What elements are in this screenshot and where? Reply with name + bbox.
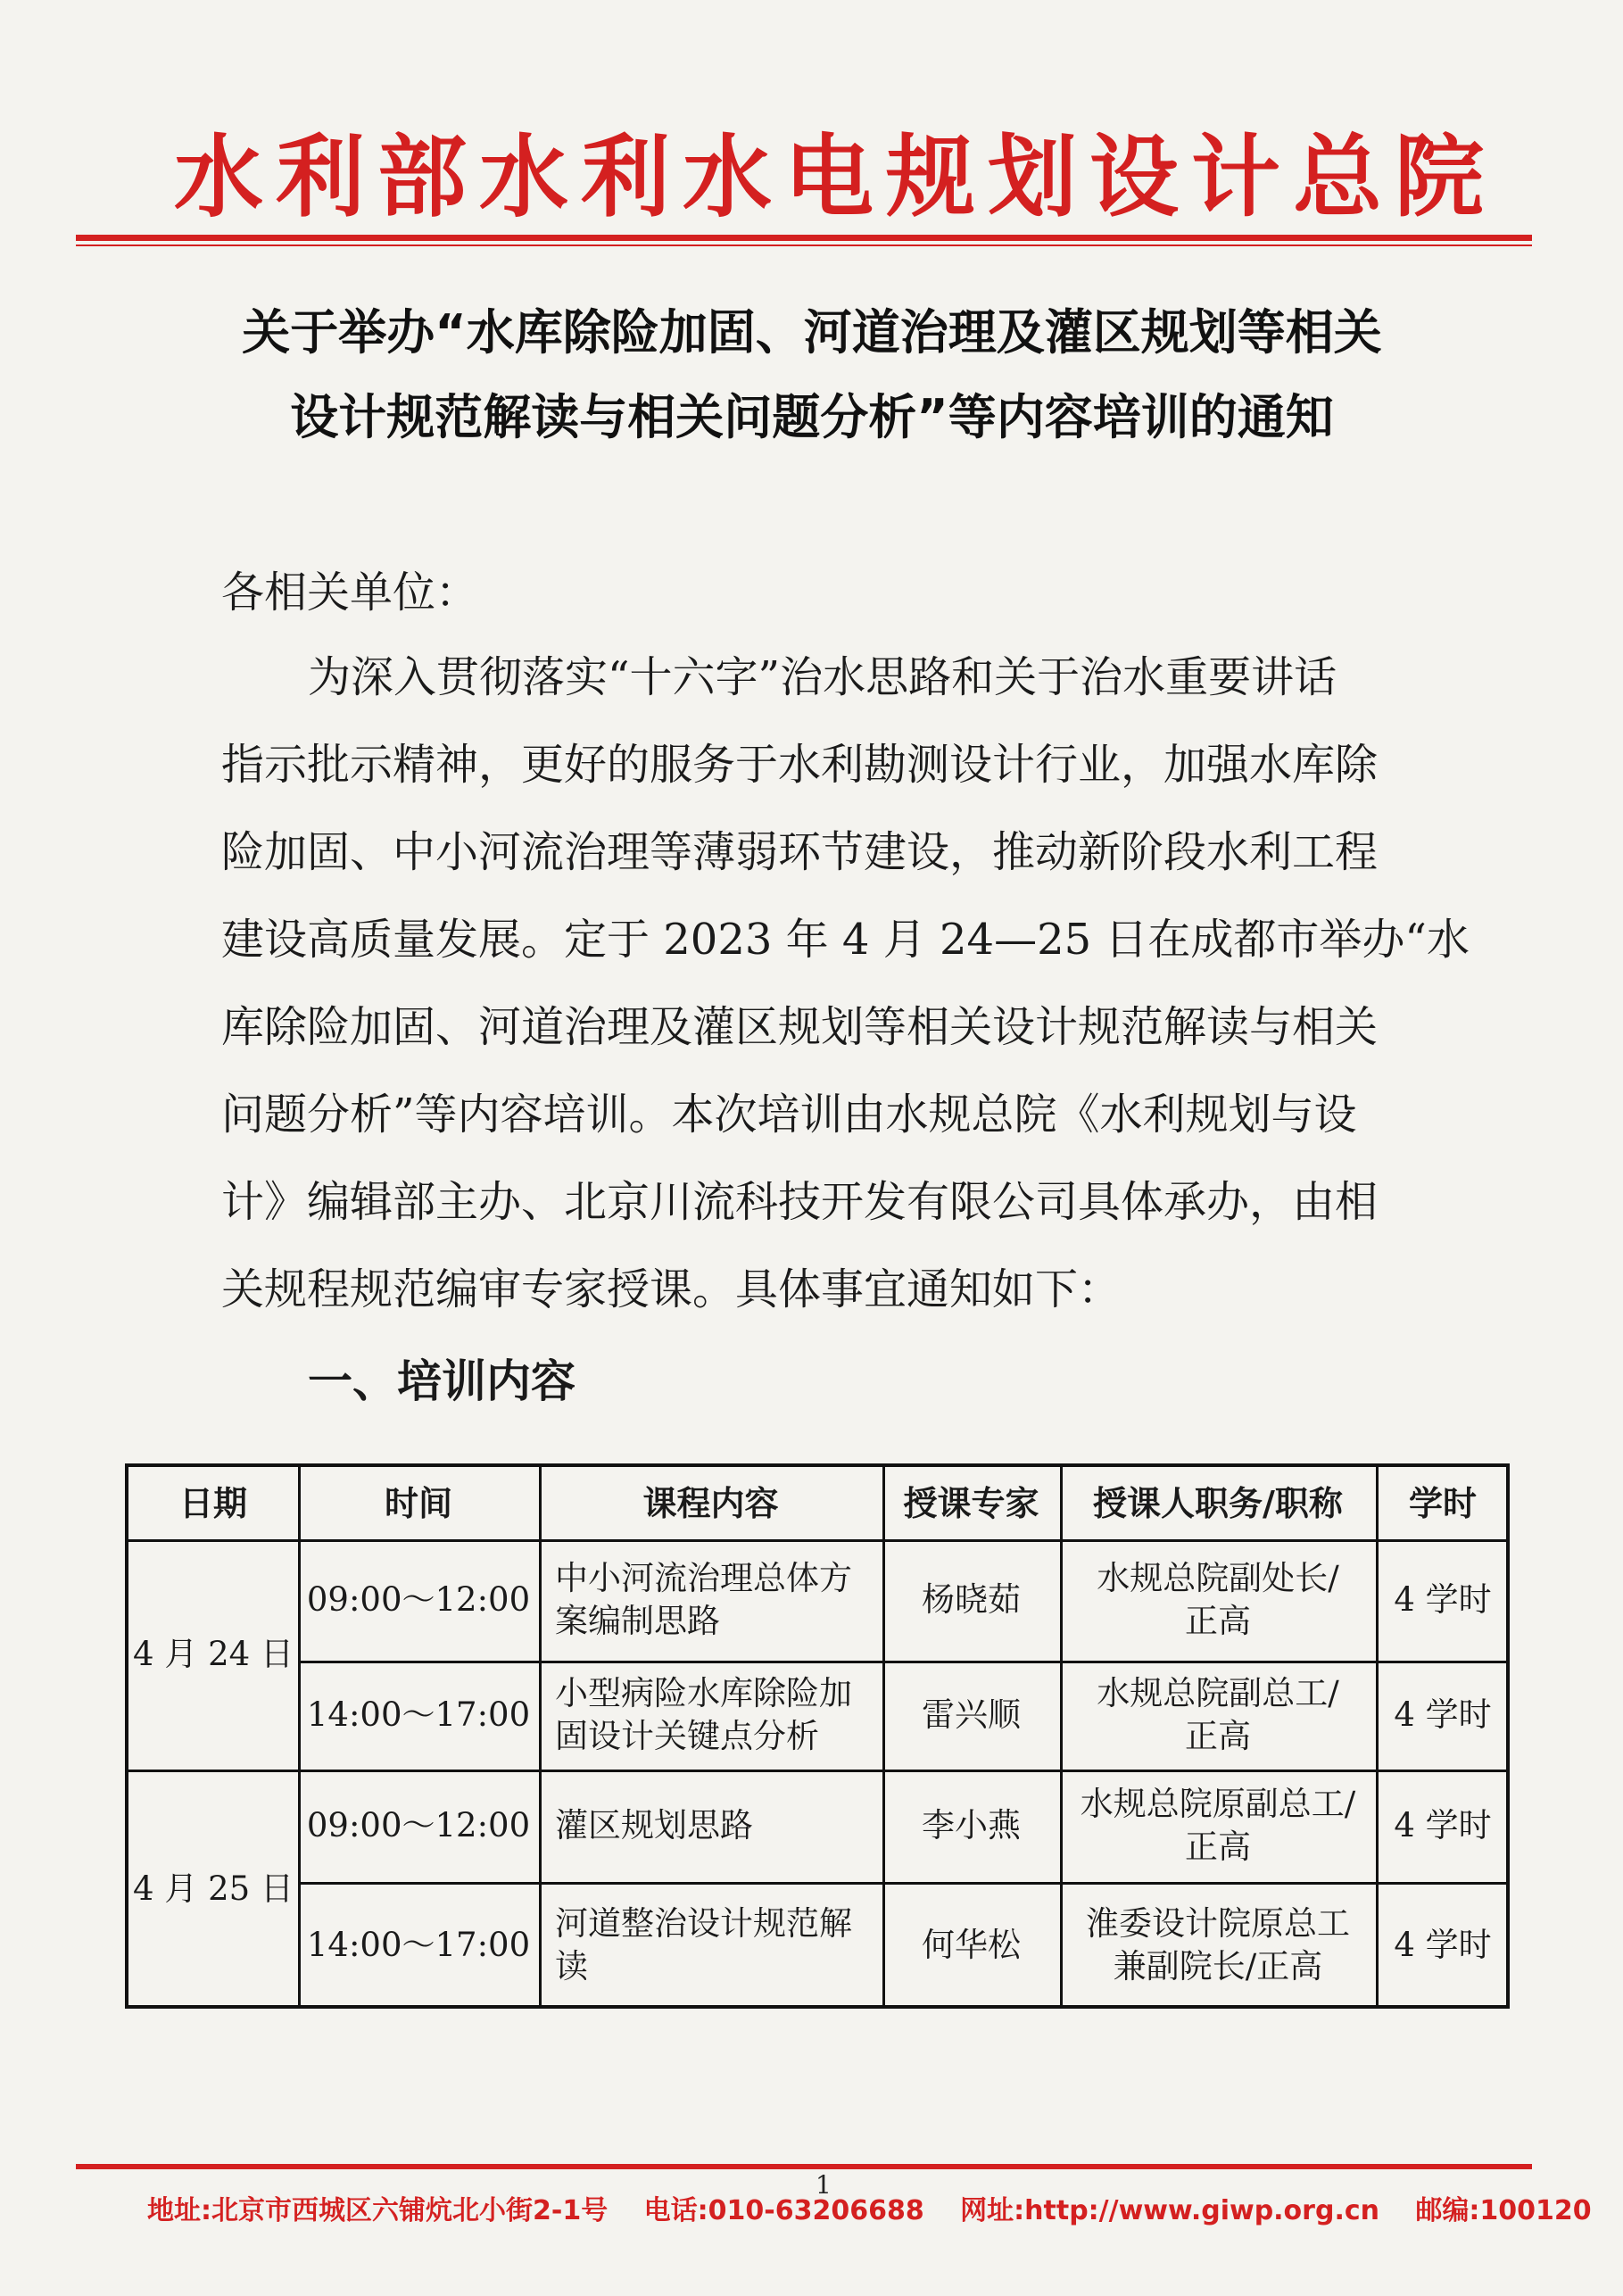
hours-cell: 4 学时	[1394, 1806, 1492, 1844]
expert-cell: 李小燕	[922, 1806, 1021, 1844]
footer-postcode: 邮编:100120	[1415, 2195, 1592, 2226]
footer-red-rule	[76, 2164, 1532, 2169]
paragraph-line: 指示批示精神，更好的服务于水利勘测设计行业，加强水库除	[221, 740, 1379, 790]
time-cell: 14:00～17:00	[306, 1695, 531, 1734]
position-cell: 淮委设计院原总工兼副院长/正高	[1086, 1904, 1350, 1985]
time-cell: 09:00～12:00	[306, 1580, 531, 1619]
paragraph-line: 为深入贯彻落实“十六字”治水思路和关于治水重要讲话	[308, 652, 1337, 702]
page-number: 1	[816, 2170, 832, 2200]
position-cell: 水规总院副总工/正高	[1097, 1674, 1339, 1755]
notice-title-line-1: 关于举办“水库除险加固、河道治理及灌区规划等相关	[242, 304, 1382, 361]
position-cell: 水规总院副处长/正高	[1097, 1559, 1339, 1640]
paragraph-line: 建设高质量发展。定于 2023 年 4 月 24—25 日在成都市举办“水	[221, 915, 1470, 965]
training-schedule-table	[125, 1463, 1510, 2009]
footer-phone: 电话:010-63206688	[643, 2195, 924, 2226]
header-date: 日期	[178, 1483, 247, 1523]
paragraph-line: 问题分析”等内容培训。本次培训由水规总院《水利规划与设	[221, 1090, 1357, 1140]
notice-title-line-2: 设计规范解读与相关问题分析”等内容培训的通知	[290, 389, 1334, 445]
letterhead-org-name: 水利部水利水电规划设计总院	[174, 125, 1496, 229]
paragraph-line: 计》编辑部主办、北京川流科技开发有限公司具体承办，由相	[221, 1177, 1379, 1227]
expert-cell: 杨晓茹	[922, 1580, 1021, 1619]
course-cell: 河道整治设计规范解读	[555, 1904, 852, 1985]
paragraph-line: 关规程规范编审专家授课。具体事宜通知如下：	[221, 1264, 1122, 1314]
letterhead-red-rule-thin	[76, 245, 1532, 246]
footer-website[interactable]: 网址:http://www.giwp.org.cn	[960, 2195, 1379, 2226]
header-course: 课程内容	[642, 1483, 779, 1523]
course-cell: 小型病险水库除险加固设计关键点分析	[555, 1674, 852, 1755]
paragraph-line: 库除险加固、河道治理及灌区规划等相关设计规范解读与相关	[221, 1002, 1379, 1052]
position-cell: 水规总院原副总工/正高	[1080, 1785, 1356, 1866]
section-heading: 一、培训内容	[308, 1355, 576, 1407]
paragraph-line: 险加固、中小河流治理等薄弱环节建设，推动新阶段水利工程	[221, 827, 1379, 877]
date-cell: 4 月 24 日	[133, 1635, 294, 1673]
expert-cell: 雷兴顺	[922, 1695, 1021, 1734]
time-cell: 09:00～12:00	[306, 1806, 531, 1844]
footer-contact	[147, 2188, 1592, 2227]
time-cell: 14:00～17:00	[306, 1926, 531, 1964]
course-cell: 灌区规划思路	[555, 1806, 753, 1844]
course-cell: 中小河流治理总体方案编制思路	[555, 1559, 852, 1640]
hours-cell: 4 学时	[1394, 1580, 1492, 1619]
header-hours: 学时	[1408, 1483, 1477, 1523]
date-cell: 4 月 25 日	[133, 1869, 294, 1908]
expert-cell: 何华松	[922, 1926, 1021, 1964]
hours-cell: 4 学时	[1394, 1695, 1492, 1734]
letterhead-red-rule	[76, 235, 1532, 241]
header-expert: 授课专家	[903, 1483, 1039, 1523]
header-time: 时间	[384, 1483, 452, 1523]
salutation: 各相关单位：	[221, 568, 479, 618]
hours-cell: 4 学时	[1394, 1926, 1492, 1964]
header-title: 授课人职务/职称	[1093, 1483, 1343, 1523]
footer-address: 地址:北京市西城区六铺炕北小街2-1号	[147, 2195, 609, 2226]
